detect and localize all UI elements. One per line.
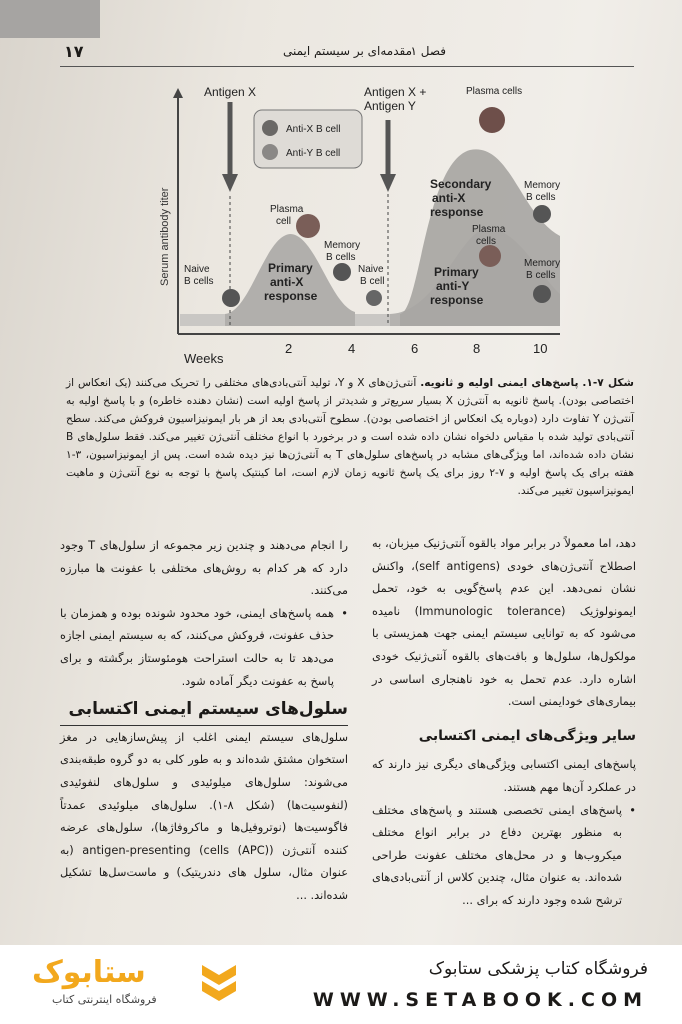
- memory-b-cells-2-icon: [533, 205, 551, 223]
- label-antigen-xy-2: Antigen Y: [364, 99, 416, 113]
- x-axis-label: Weeks: [184, 351, 224, 366]
- secondary-2: anti-X: [432, 191, 466, 205]
- tick-6: 6: [411, 341, 419, 356]
- label-antigen-x: Antigen X: [204, 85, 257, 99]
- tick-2: 2: [285, 341, 293, 356]
- corner-tab: [0, 0, 100, 38]
- label-naive-1b: B cells: [184, 276, 214, 287]
- right-para-1: دهد، اما معمولاً در برابر مواد بالقوه آنتی‌ژنیک میزبان، به اصطلاح آنتی‌ژن‌های خودی (self antigens)، واکنش نشان نمی‌دهد. این عدم پاسخ‌گویی به خود، تحمل ایمونولوژیک (Immunologic tolerance) نامیده می‌شود که به توانایی سیستم ایمنی جهت همزیستی با مولکول‌ها، سلول‌ها و بافت‌های بالقوه آنتی‌ژنیک خودی اشاره دارد. عدم تحمل به خود ناهنجاری اساسی در بیماری‌های خودایمنی است.: [372, 536, 637, 709]
- primary-x-3: response: [264, 289, 318, 303]
- page-header: [0, 40, 682, 62]
- label-antigen-xy-1: Antigen X +: [364, 85, 427, 99]
- logo-subtitle: فروشگاه اینترنتی کتاب: [52, 993, 157, 1006]
- right-column: [372, 532, 636, 912]
- shop-name: فروشگاه کتاب پزشکی ستابوک: [428, 959, 648, 979]
- label-naive-1a: Naive: [184, 264, 210, 275]
- shop-url[interactable]: WWW.SETABOOK.COM: [312, 989, 648, 1011]
- caption-label: شکل ۷-۱.: [582, 377, 634, 389]
- label-naive-2a: Naive: [358, 264, 384, 275]
- plasma-cell-icon: [296, 214, 320, 238]
- legend-anti-y: Anti-Y B cell: [286, 148, 341, 159]
- immune-response-figure: [140, 76, 570, 372]
- left-heading: سلول‌های سیستم ایمنی اکتسابی: [60, 692, 348, 726]
- caption-text: آنتی‌ژن‌های X و Y، تولید آنتی‌بادی‌های مختلفی را تحریک می‌کنند (یک انعکاس از اختصاصی بودن). پاسخ ثانویه به آنتی‌ژن X بسیار سریع‌تر و شدیدتر از پاسخ اولیه است (نشان دهنده خاطره) و با پاسخ اولیه به آنتی‌ژن Y تفاوت دارد (دوباره یک انعکاس از اختصاصی بودن). سطوح آنتی‌بادی بعد از هر بار ایمونیزاسیون فروکش می‌کند. سطح آنتی‌بادی تولید شده با مقیاس دلخواه نشان داده شده است و در برخورد با انواع مختلف آنتی‌ژن تغییر می‌کند. فقط سلول‌های B نشان داده شده‌اند، اما ویژگی‌های مشابه در پاسخ‌های سلول‌های T به آنتی‌ژن‌ها نیز دیده شده است. پس از ایمونیزاسیون، ۳-۱ هفته برای یک پاسخ اولیه و ۷-۲ روز برای یک پاسخ ثانویه زمان لازم است، اما کینتیک پاسخ با توجه به نوع آنتی‌ژن و ماهیت ایمونیزاسیون تغییر می‌کند.: [66, 377, 634, 497]
- y-axis-label: Serum antibody titer: [159, 187, 171, 286]
- chapter-label: فصل ۱: [410, 44, 446, 58]
- memory-b-cells-icon: [333, 263, 351, 281]
- anti-x-cell-icon: [262, 120, 278, 136]
- left-para-1: را انجام می‌دهند و چندین زیر مجموعه از سلول‌های T وجود دارد که هر کدام به روش‌های مختلفی با عفونت ها مبارزه می‌کنند.: [60, 538, 349, 598]
- left-para-2: سلول‌های سیستم ایمنی اغلب از پیش‌سازهایی در مغز استخوان مشتق شده‌اند و به طور کلی به دو گروه طبقه‌بندی می‌شوند: سلول‌های میلوئیدی و سلول‌های لنفوئیدی (لنفوسیت‌ها) (شکل ۸-۱). سلول‌های میلوئیدی عمدتاً فاگوسیت‌ها (نوتروفیل‌ها و ماکروفاژها)، سلول‌های عرضه کننده آنتی‌ژن (antigen-presenting (cells (APC) (به عنوان مثال، سلول های دندریتیک) و ماست‌سل‌ها تشکیل شده‌اند. ...: [60, 729, 349, 902]
- anti-y-cell-icon: [262, 144, 278, 160]
- label-naive-2b: B cell: [360, 276, 385, 287]
- label-plasma-2a: Plasma: [472, 224, 506, 235]
- label-memory-2a: Memory: [524, 180, 561, 191]
- logo-wordmark: ستابوک: [32, 955, 146, 990]
- left-column: [60, 534, 348, 907]
- primary-y-3: response: [430, 293, 484, 307]
- plasma-cells-2-icon: [479, 245, 501, 267]
- legend-anti-x: Anti-X B cell: [286, 124, 341, 135]
- right-heading: سایر ویژگی‌های ایمنی اکتسابی: [418, 727, 636, 744]
- naive-b-cells-icon: [222, 289, 240, 307]
- secondary-3: response: [430, 205, 484, 219]
- secondary-1: Secondary: [430, 177, 492, 191]
- primary-x-2: anti-X: [270, 275, 304, 289]
- label-plasma-2b: cells: [476, 236, 497, 247]
- label-plasma-cell-1: Plasma: [270, 204, 304, 215]
- primary-y-2: anti-Y: [436, 279, 470, 293]
- label-memory-1a: Memory: [324, 240, 361, 251]
- label-memory-1b: B cells: [326, 252, 356, 263]
- right-bullet-1: • پاسخ‌های ایمنی تخصصی هستند و پاسخ‌های مختلف به منظور بهترین دفاع در برابر انواع مختلف میکروب‌ها و در محل‌های مختلف عفونت طراحی شده‌اند. به عنوان مثال، چندین کلاس از آنتی‌بادی‌های ترشح شده وجود دارند که برای ...: [372, 799, 636, 912]
- right-para-2: پاسخ‌های ایمنی اکتسابی ویژگی‌های دیگری نیز دارند که در عملکرد آن‌ها مهم هستند.: [372, 757, 636, 794]
- tick-8: 8: [473, 341, 481, 356]
- memory-b-cells-3-icon: [533, 285, 551, 303]
- page-number: ۱۷: [64, 42, 84, 61]
- caption-title: پاسخ‌های ایمنی اولیه و ثانویه.: [420, 377, 579, 389]
- label-memory-2b: B cells: [526, 192, 556, 203]
- header-rule: [60, 66, 634, 67]
- naive-b-cell-icon: [366, 290, 382, 306]
- setabook-logo-icon: [198, 957, 240, 1007]
- tick-4: 4: [348, 341, 356, 356]
- chapter-title: مقدمه‌ای بر سیستم ایمنی: [282, 44, 412, 58]
- plasma-cells-top-icon: [479, 107, 505, 133]
- figure-caption: [66, 374, 634, 500]
- footer-banner: [0, 945, 682, 1024]
- label-plasma-cell-2: cell: [276, 216, 292, 227]
- y-axis-arrow: [173, 88, 183, 98]
- label-memory-3a: Memory: [524, 258, 561, 269]
- label-plasma-cells-top: Plasma cells: [466, 86, 523, 97]
- label-memory-3b: B cells: [526, 270, 556, 281]
- tick-10: 10: [533, 341, 548, 356]
- left-bullet-1: • همه پاسخ‌های ایمنی، خود محدود شونده بوده و همزمان با حذف عفونت، فروکش می‌کنند، که به سیستم ایمنی اجازه می‌دهد تا به حالت استراحت هومئوستاز برگشته و برای پاسخ به عفونت دیگر آماده شود.: [60, 602, 348, 692]
- primary-x-1: Primary: [268, 261, 313, 275]
- primary-y-1: Primary: [434, 265, 479, 279]
